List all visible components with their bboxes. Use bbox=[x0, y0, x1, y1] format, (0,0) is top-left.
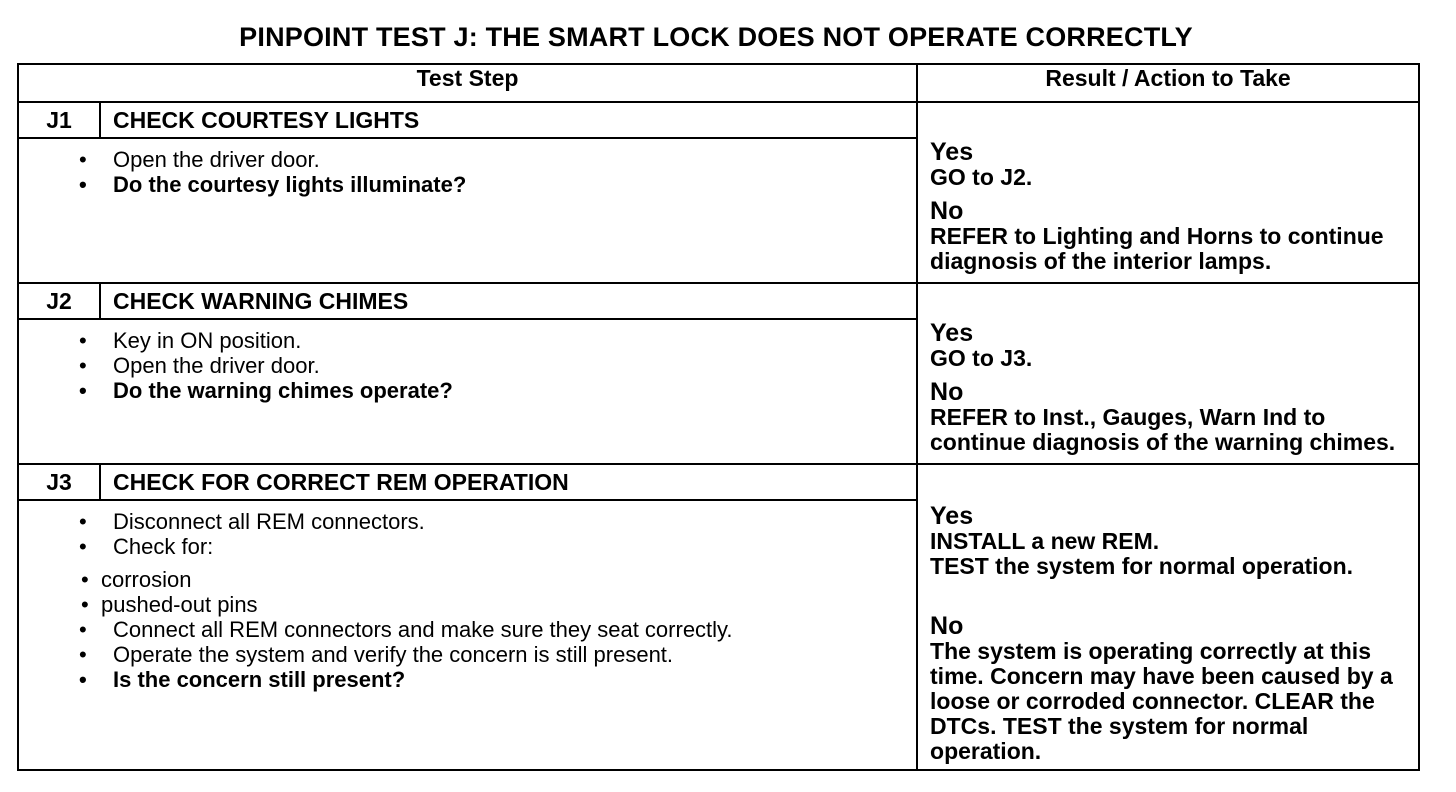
yes-action: GO to J2. bbox=[930, 164, 1033, 190]
sub-list-item: • pushed-out pins bbox=[101, 592, 916, 617]
step-bullets bbox=[19, 501, 916, 692]
step-row-j1 bbox=[18, 102, 1419, 138]
no-label: No bbox=[930, 611, 964, 640]
step-body-j3 bbox=[18, 500, 917, 770]
yes-label: Yes bbox=[930, 501, 974, 530]
table-header-row bbox=[18, 64, 1419, 102]
header-test-step: Test Step bbox=[18, 64, 917, 102]
step-body-j1 bbox=[18, 138, 917, 283]
no-action: The system is operating correctly at this time. Concern may have been caused by a loose or corroded connector. CLEAR the DTCs. TEST the system for normal operation. bbox=[930, 637, 1393, 764]
list-item: • Do the warning chimes operate? bbox=[113, 378, 916, 403]
step-title: CHECK FOR CORRECT REM OPERATION bbox=[100, 464, 917, 500]
step-id: J1 bbox=[18, 102, 100, 138]
list-item: • Operate the system and verify the concern is still present. bbox=[113, 642, 916, 667]
list-item: • Is the concern still present? bbox=[113, 667, 916, 692]
pinpoint-test-table bbox=[17, 63, 1420, 771]
step-bullets bbox=[19, 320, 916, 403]
step-row-j3 bbox=[18, 464, 1419, 500]
sub-list-item: • corrosion bbox=[101, 567, 916, 592]
yes-action: GO to J3. bbox=[930, 345, 1033, 371]
step-id: J3 bbox=[18, 464, 100, 500]
result-cell-j3 bbox=[917, 464, 1419, 770]
page-title: PINPOINT TEST J: THE SMART LOCK DOES NOT OPERATE CORRECTLY bbox=[239, 22, 1193, 52]
result-cell-j1 bbox=[917, 102, 1419, 283]
no-label: No bbox=[930, 378, 964, 406]
list-item: • Key in ON position. bbox=[113, 328, 916, 353]
step-row-j2 bbox=[18, 283, 1419, 319]
step-bullets bbox=[19, 139, 916, 197]
yes-action-line: TEST the system for normal operation. bbox=[930, 552, 1354, 579]
no-action: REFER to Lighting and Horns to continue diagnosis of the interior lamps. bbox=[930, 223, 1384, 274]
list-item-text: Check for: bbox=[113, 534, 214, 559]
yes-label: Yes bbox=[930, 138, 974, 166]
yes-label: Yes bbox=[930, 319, 974, 347]
header-result-action: Result / Action to Take bbox=[917, 64, 1419, 102]
result-cell-j2 bbox=[917, 283, 1419, 464]
no-label: No bbox=[930, 197, 964, 225]
step-title: CHECK WARNING CHIMES bbox=[100, 283, 917, 319]
step-title: CHECK COURTESY LIGHTS bbox=[100, 102, 917, 138]
step-body-j2 bbox=[18, 319, 917, 464]
step-id: J2 bbox=[18, 283, 100, 319]
list-item: • Open the driver door. bbox=[113, 353, 916, 378]
list-item bbox=[101, 534, 916, 617]
list-item: • Disconnect all REM connectors. bbox=[113, 509, 916, 534]
list-item: • Open the driver door. bbox=[113, 147, 916, 172]
no-action: REFER to Inst., Gauges, Warn Ind to continue diagnosis of the warning chimes. bbox=[930, 404, 1396, 455]
list-item: • Do the courtesy lights illuminate? bbox=[113, 172, 916, 197]
sub-bullets bbox=[79, 567, 916, 617]
yes-action-line: INSTALL a new REM. bbox=[930, 527, 1160, 554]
list-item: • Connect all REM connectors and make sure they seat correctly. bbox=[113, 617, 916, 642]
